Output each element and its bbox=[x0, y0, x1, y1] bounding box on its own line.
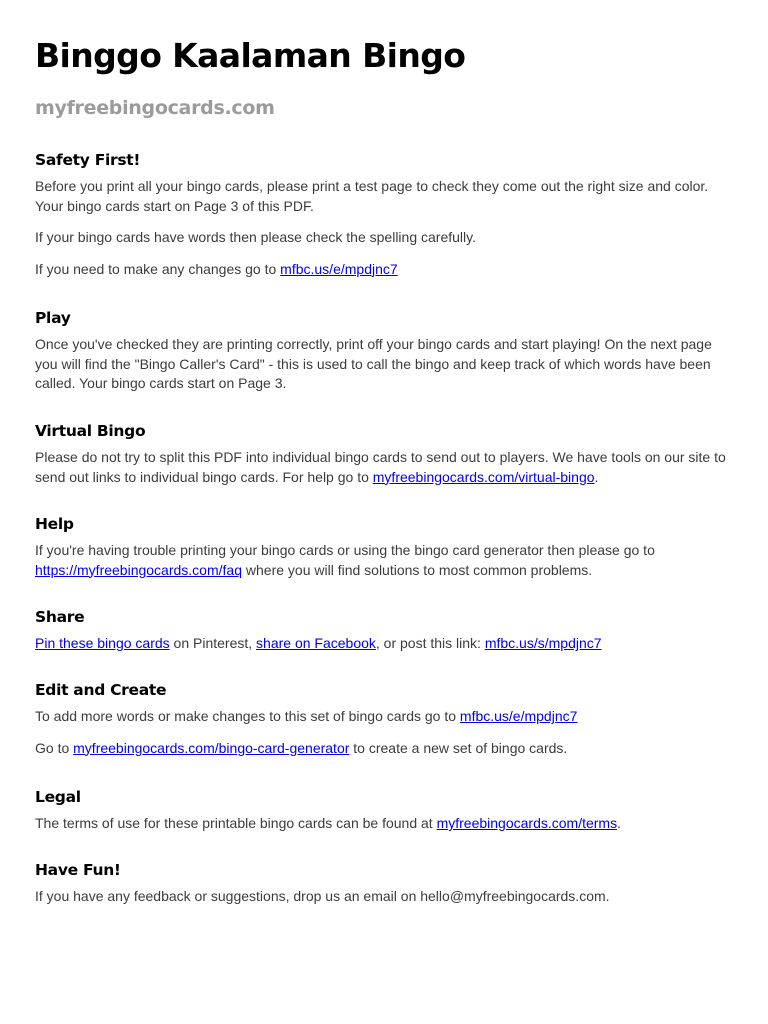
section-safety bbox=[35, 150, 735, 279]
facebook-link[interactable]: share on Facebook bbox=[256, 635, 376, 651]
section-legal bbox=[35, 787, 735, 834]
edit-paragraph-2 bbox=[35, 739, 735, 759]
virtual-text: Please do not try to split this PDF into individual bingo cards to send out to players. We have tools on our site to send out links to individual bingo cards. For help go to bbox=[35, 449, 726, 485]
virtual-paragraph bbox=[35, 448, 735, 487]
fun-paragraph: If you have any feedback or suggestions, drop us an email on hello@myfreebingocards.com. bbox=[35, 888, 610, 904]
edit-text-1: To add more words or make changes to this set of bingo cards go to bbox=[35, 708, 460, 724]
virtual-end: . bbox=[594, 468, 599, 485]
play-paragraph: Once you've checked they are printing correctly, print off your bingo cards and start playing! On the next page you will find the "Bingo Caller's Card" - this is used to call the bingo and keep track of which words have been called. Your bingo cards start on Page 3. bbox=[35, 336, 712, 391]
legal-heading: Legal bbox=[35, 788, 81, 806]
safety-paragraph-2: If your bingo cards have words then please check the spelling carefully. bbox=[35, 229, 476, 245]
edit-text-2: Go to bbox=[35, 739, 74, 756]
help-text: If you're having trouble printing your bingo cards or using the bingo card generator then please go to bbox=[35, 542, 655, 558]
site-subtitle: myfreebingocards.com bbox=[35, 97, 275, 119]
section-share bbox=[35, 607, 735, 654]
legal-text: The terms of use for these printable bingo cards can be found at bbox=[35, 815, 437, 831]
virtual-heading: Virtual Bingo bbox=[35, 422, 146, 440]
terms-link[interactable]: myfreebingocards.com/terms bbox=[436, 815, 618, 831]
edit-heading: Edit and Create bbox=[35, 681, 167, 699]
safety-paragraph-1: Before you print all your bingo cards, please print a test page to check they come out the right size and color. Your bingo cards start on Page 3 of this PDF. bbox=[35, 178, 709, 214]
legal-end: . bbox=[617, 815, 621, 831]
fun-heading: Have Fun! bbox=[35, 861, 121, 879]
edit-end: to create a new set of bingo cards. bbox=[349, 739, 568, 756]
share-heading: Share bbox=[35, 608, 85, 626]
help-paragraph bbox=[35, 541, 735, 580]
section-play bbox=[35, 308, 735, 394]
edit-link[interactable]: mfbc.us/e/mpdjnc7 bbox=[280, 260, 398, 277]
edit-paragraph-1 bbox=[35, 707, 735, 727]
share-paragraph bbox=[35, 634, 735, 654]
share-link[interactable]: mfbc.us/s/mpdjnc7 bbox=[484, 635, 602, 651]
section-fun bbox=[35, 860, 735, 907]
faq-link[interactable]: https://myfreebingocards.com/faq bbox=[35, 561, 242, 578]
pinterest-link[interactable]: Pin these bingo cards bbox=[35, 635, 170, 651]
help-end: where you will find solutions to most common problems. bbox=[242, 561, 593, 578]
help-heading: Help bbox=[35, 515, 74, 533]
share-text-1: on Pinterest, bbox=[169, 635, 257, 651]
page-title: Binggo Kaalaman Bingo bbox=[35, 36, 466, 75]
generator-link[interactable]: myfreebingocards.com/bingo-card-generator bbox=[73, 739, 350, 756]
section-virtual bbox=[35, 421, 735, 487]
share-text-2: , or post this link: bbox=[375, 635, 485, 651]
play-heading: Play bbox=[35, 309, 71, 327]
edit-set-link[interactable]: mfbc.us/e/mpdjnc7 bbox=[459, 708, 578, 724]
safety-p3-text: If you need to make any changes go to bbox=[35, 260, 281, 277]
safety-paragraph-3 bbox=[35, 260, 735, 280]
section-help bbox=[35, 514, 735, 580]
section-edit bbox=[35, 680, 735, 758]
virtual-bingo-link[interactable]: myfreebingocards.com/virtual-bingo bbox=[372, 468, 595, 485]
legal-paragraph bbox=[35, 814, 735, 834]
safety-heading: Safety First! bbox=[35, 151, 141, 169]
